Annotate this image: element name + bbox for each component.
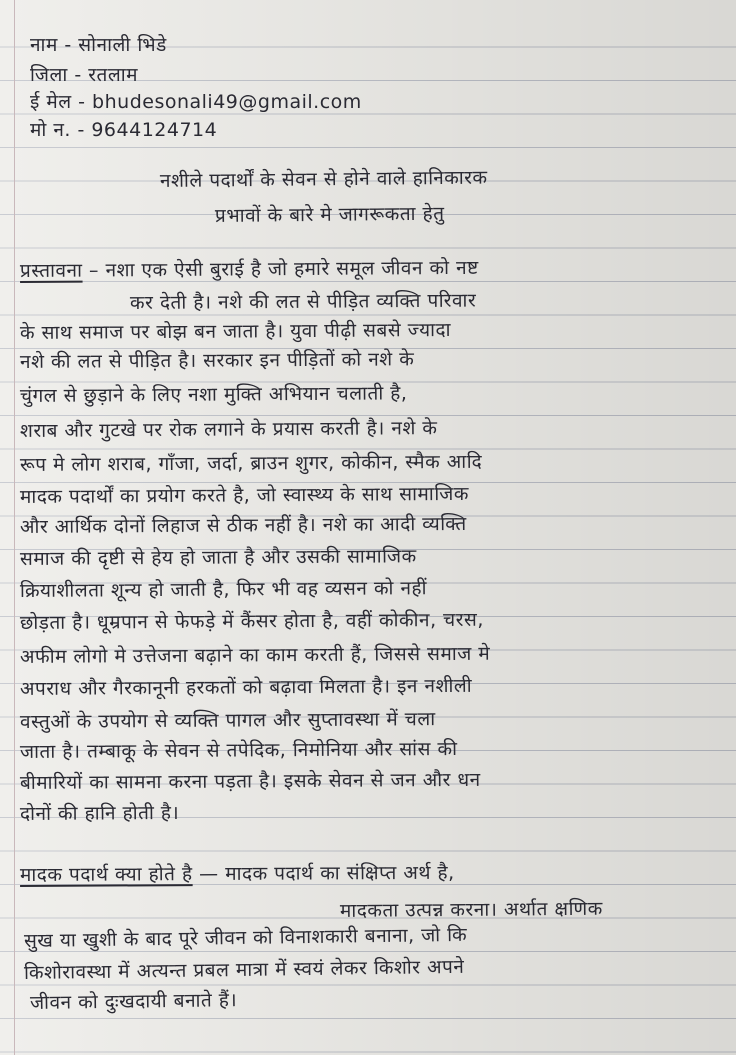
paragraph-line: जाता है। तम्बाकू के सेवन से तपेदिक, निमोनिया और सांस की xyxy=(19,737,458,763)
essay-title-line-1: नशीले पदार्थों के सेवन से होने वाले हानिकारक xyxy=(159,166,488,192)
paragraph-line: समाज की दृष्टी से हेय हो जाता है और उसकी सामाजिक xyxy=(19,545,417,570)
section-1-text: – नशा एक ऐसी बुराई है जो हमारे समूल जीवन को नष्ट xyxy=(82,256,479,282)
margin-line xyxy=(14,0,15,1055)
paragraph-line: दोनों की हानि होती है। xyxy=(19,801,180,825)
section-1-heading: प्रस्तावना xyxy=(19,259,83,282)
header-district: जिला - रतलाम xyxy=(30,64,139,86)
paragraph-line: कर देती है। नशे की लत से पीड़ित व्यक्ति परिवार xyxy=(129,289,477,314)
paragraph-line: क्रियाशीलता शून्य हो जाती है, फिर भी वह व्यसन को नहीं xyxy=(19,577,428,602)
paragraph-line: अफीम लोगो मे उत्तेजना बढ़ाने का काम करती हैं, जिससे समाज मे xyxy=(19,642,491,668)
section-2-heading: मादक पदार्थ क्या होते है xyxy=(19,863,193,886)
paragraph-line: के साथ समाज पर बोझ बन जाता है। युवा पीढ़ी सबसे ज्यादा xyxy=(19,318,452,344)
section-1-first-line xyxy=(19,256,479,282)
paragraph-line: अपराध और गैरकानूनी हरकतों को बढ़ावा मिलता है। इन नशीली xyxy=(19,674,473,700)
paragraph-line: और आर्थिक दोनों लिहाज से ठीक नहीं है। नशे का आदी व्यक्ति xyxy=(19,512,467,538)
paragraph-line: शराब और गुटखे पर रोक लगाने के प्रयास करती है। नशे के xyxy=(19,417,438,442)
paragraph-line: किशोरावस्था में अत्यन्त प्रबल मात्रा में स्वयं लेकर किशोर अपने xyxy=(23,955,465,984)
header-mobile: मो न. - 9644124714 xyxy=(30,119,218,141)
paragraph-line: रूप मे लोग शराब, गाँजा, जर्दा, ब्राउन शुगर, कोकीन, स्मैक आदि xyxy=(19,450,483,476)
paragraph-line: जीवन को दुःखदायी बनाते हैं। xyxy=(29,989,238,1014)
section-2-text: — मादक पदार्थ का संक्षिप्त अर्थ है, xyxy=(192,861,455,886)
paragraph-line: नशे की लत से पीड़ित है। सरकार इन पीड़ितों को नशे के xyxy=(19,348,415,373)
paragraph-line: सुख या खुशी के बाद पूरे जीवन को विनाशकारी बनाना, जो कि xyxy=(23,923,468,952)
header-email: ई मेल - bhudesonali49@gmail.com xyxy=(30,91,362,113)
essay-title-line-2: प्रभावों के बारे मे जागरूकता हेतु xyxy=(214,202,445,227)
section-2-first-line xyxy=(19,861,455,886)
paragraph-line: छोड़ता है। धूम्रपान से फेफड़े में कैंसर होता है, वहीं कोकीन, चरस, xyxy=(19,608,484,634)
paragraph-line: वस्तुओं के उपयोग से व्यक्ति पागल और सुप्तावस्था में चला xyxy=(19,708,436,733)
paragraph-line: मादकता उत्पन्न करना। अर्थात क्षणिक xyxy=(339,897,603,922)
paragraph-line: बीमारियों का सामना करना पड़ता है। इसके सेवन से जन और धन xyxy=(19,768,481,794)
paragraph-line: मादक पदार्थों का प्रयोग करते है, जो स्वास्थ्य के साथ सामाजिक xyxy=(19,482,469,508)
paragraph-line: चुंगल से छुड़ाने के लिए नशा मुक्ति अभियान चलाती है, xyxy=(19,382,408,407)
header-name: नाम - सोनाली भिडे xyxy=(30,34,167,56)
